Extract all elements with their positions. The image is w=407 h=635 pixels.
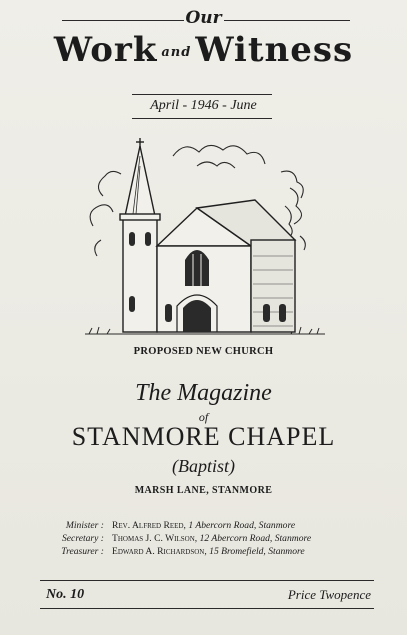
date-rule-bottom — [132, 118, 272, 119]
officer-row — [28, 545, 311, 558]
officer-row — [28, 519, 311, 532]
date-rule-top — [132, 94, 272, 95]
officer-row — [28, 532, 311, 545]
officer-role: Secretary : — [62, 533, 104, 544]
masthead-our: Our — [185, 8, 222, 28]
magazine-heading: The Magazine — [135, 380, 272, 406]
masthead-word-right: Witness — [195, 30, 354, 70]
footer-rule-bottom — [40, 608, 374, 609]
officer-name: Thomas J. C. Wilson, — [112, 533, 198, 544]
issue-number: No. 10 — [46, 587, 85, 602]
masthead-word-left: Work — [53, 30, 158, 70]
officer-role: Treasurer : — [61, 546, 104, 557]
issue-dates: April - 1946 - June — [150, 98, 257, 113]
chapel-name: STANMORE CHAPEL — [71, 422, 336, 451]
footer-rule-top — [40, 580, 374, 581]
officer-role: Minister : — [65, 520, 104, 531]
officer-name: Rev. Alfred Reed, — [112, 520, 186, 531]
church-illustration-icon — [85, 136, 325, 341]
magazine-of: of — [198, 410, 209, 424]
officer-address: 15 Bromefield, Stanmore — [209, 546, 305, 557]
denomination: (Baptist) — [172, 456, 235, 476]
masthead-and: and — [161, 44, 192, 60]
officer-name: Edward A. Richardson, — [112, 546, 207, 557]
masthead-title — [0, 30, 407, 70]
chapel-address: MARSH LANE, STANMORE — [134, 485, 273, 496]
officers-list — [28, 519, 311, 558]
officer-address: 1 Abercorn Road, Stanmore — [188, 520, 296, 531]
price: Price Twopence — [287, 587, 371, 602]
officer-address: 12 Abercorn Road, Stanmore — [199, 533, 312, 544]
illustration-caption: PROPOSED NEW CHURCH — [133, 346, 274, 357]
